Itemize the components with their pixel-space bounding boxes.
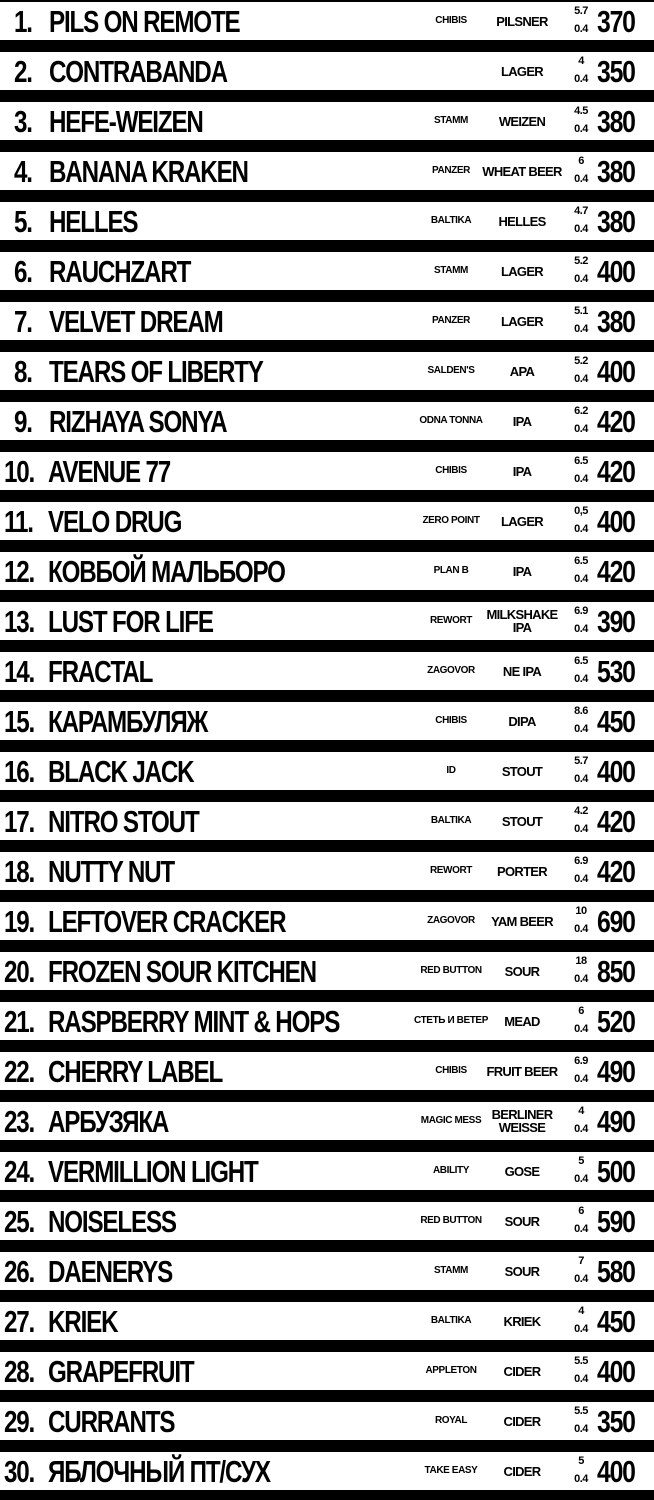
abv-value: 6 <box>578 155 584 167</box>
abv-value: 5 <box>578 1155 584 1167</box>
price-value: 850 <box>597 954 635 989</box>
item-number: 6. <box>14 254 32 289</box>
beer-name: АРБУЗЯКА <box>48 1104 169 1139</box>
volume-value: 0.4 <box>574 773 588 785</box>
beer-style: PORTER <box>497 863 547 879</box>
volume-value: 0.4 <box>574 1073 588 1085</box>
abv-value: 4.5 <box>574 105 588 117</box>
price-value: 400 <box>597 504 635 539</box>
item-number: 16. <box>4 754 35 789</box>
item-number: 24. <box>4 1154 35 1189</box>
brewery-name: ROYAL <box>434 1415 468 1426</box>
beer-name: GRAPEFRUIT <box>48 1354 194 1389</box>
brewery-name: STAMM <box>434 1265 468 1276</box>
beer-name: NITRO STOUT <box>48 804 199 839</box>
brewery-name: REWORT <box>429 615 473 626</box>
item-number: 26. <box>4 1254 35 1289</box>
abv-value: 4.2 <box>574 805 588 817</box>
beer-style: MEAD <box>504 1013 540 1029</box>
item-number: 19. <box>4 904 35 939</box>
price-value: 400 <box>597 754 635 789</box>
beer-style: GOSE <box>504 1163 540 1179</box>
price-value: 350 <box>597 54 635 89</box>
volume-value: 0.4 <box>574 73 588 85</box>
abv-value: 5.2 <box>574 355 588 367</box>
price-value: 590 <box>597 1204 635 1239</box>
menu-row <box>0 1202 654 1240</box>
brewery-name: ODNA TONNA <box>419 415 483 426</box>
abv-value: 7 <box>578 1255 584 1267</box>
item-number: 5. <box>14 204 32 239</box>
item-number: 11. <box>4 504 33 539</box>
brewery-name: BALTIKA <box>430 215 472 226</box>
volume-value: 0.4 <box>574 1473 588 1485</box>
beer-name: AVENUE 77 <box>48 454 171 489</box>
beer-name: ЯБЛОЧНЫЙ ПТ/СУХ <box>48 1454 270 1489</box>
brewery-name: RED BUTTON <box>420 1215 482 1226</box>
menu-row <box>0 602 654 640</box>
beer-name: RIZHAYA SONYA <box>49 404 227 439</box>
beer-name: BLACK JACK <box>48 754 194 789</box>
brewery-name: STAMM <box>434 265 468 276</box>
brewery-name: CHIBIS <box>435 1065 467 1076</box>
beer-style: IPA <box>512 463 532 479</box>
volume-value: 0.4 <box>574 1023 588 1035</box>
beer-name: PILS ON REMOTE <box>49 4 240 39</box>
abv-value: 18 <box>575 955 587 967</box>
price-value: 380 <box>597 304 635 339</box>
beer-name: CURRANTS <box>48 1404 175 1439</box>
price-value: 400 <box>597 254 635 289</box>
volume-value: 0.4 <box>574 1373 588 1385</box>
beer-style: SOUR <box>504 1263 540 1279</box>
beer-style: STOUT <box>501 763 543 779</box>
beer-style: APA <box>509 363 535 379</box>
menu-row <box>0 702 654 740</box>
volume-value: 0.4 <box>574 323 588 335</box>
menu-row <box>0 1252 654 1290</box>
item-number: 10. <box>4 454 35 489</box>
menu-row <box>0 902 654 940</box>
menu-row <box>0 252 654 290</box>
beer-name: CONTRABANDA <box>49 54 227 89</box>
volume-value: 0.4 <box>574 673 588 685</box>
volume-value: 0.4 <box>574 623 588 635</box>
beer-style: DIPA <box>508 713 536 729</box>
item-number: 7. <box>14 304 32 339</box>
beer-name: BANANA KRAKEN <box>49 154 248 189</box>
brewery-name: PLAN B <box>433 565 469 576</box>
item-number: 13. <box>4 604 35 639</box>
beer-style: KRIEK <box>503 1313 541 1329</box>
beer-name: RASPBERRY MINT & HOPS <box>48 1004 340 1039</box>
beer-name: FROZEN SOUR KITCHEN <box>48 954 316 989</box>
abv-value: 5.5 <box>574 1405 588 1417</box>
item-number: 12. <box>4 554 35 589</box>
abv-value: 6.5 <box>574 555 588 567</box>
price-value: 420 <box>597 454 635 489</box>
menu-row <box>0 1002 654 1040</box>
price-value: 520 <box>597 1004 635 1039</box>
abv-value: 6.9 <box>574 1055 588 1067</box>
abv-value: 0,5 <box>574 505 588 517</box>
volume-value: 0.4 <box>574 873 588 885</box>
volume-value: 0.4 <box>574 173 588 185</box>
price-value: 400 <box>597 1454 635 1489</box>
menu-row <box>0 1352 654 1390</box>
beer-name: TEARS OF LIBERTY <box>49 354 263 389</box>
item-number: 15. <box>4 704 35 739</box>
brewery-name: SALDEN'S <box>427 365 475 376</box>
volume-value: 0.4 <box>574 523 588 535</box>
volume-value: 0.4 <box>574 973 588 985</box>
brewery-name: MAGIC MESS <box>420 1115 482 1126</box>
item-number: 22. <box>4 1054 35 1089</box>
item-number: 1. <box>14 4 32 39</box>
brewery-name: СТЕТЬ И ВЕТЕР <box>414 1015 488 1026</box>
beer-style: BERLINER WEISSE <box>491 1107 553 1135</box>
beer-style: SOUR <box>504 1213 540 1229</box>
volume-value: 0.4 <box>574 823 588 835</box>
price-value: 450 <box>597 1304 635 1339</box>
price-value: 370 <box>597 4 635 39</box>
price-value: 490 <box>597 1054 635 1089</box>
volume-value: 0.4 <box>574 1223 588 1235</box>
item-number: 18. <box>4 854 35 889</box>
menu-row <box>0 2 654 40</box>
price-value: 350 <box>597 1404 635 1439</box>
brewery-name: PANZER <box>432 315 470 326</box>
beer-name: VELVET DREAM <box>49 304 223 339</box>
abv-value: 4 <box>578 1105 584 1117</box>
beer-style: LAGER <box>500 313 543 329</box>
abv-value: 5.2 <box>574 255 588 267</box>
beer-style: HELLES <box>498 213 546 229</box>
brewery-name: BALTIKA <box>430 1315 472 1326</box>
abv-value: 10 <box>575 905 587 917</box>
volume-value: 0.4 <box>574 1323 588 1335</box>
beer-name: КОВБОЙ МАЛЬБОРО <box>48 554 285 589</box>
abv-value: 5 <box>578 1455 584 1467</box>
volume-value: 0.4 <box>574 423 588 435</box>
brewery-name: TAKE EASY <box>424 1465 478 1476</box>
abv-value: 5.1 <box>574 305 588 317</box>
volume-value: 0.4 <box>574 473 588 485</box>
brewery-name: RED BUTTON <box>420 965 482 976</box>
volume-value: 0.4 <box>574 123 588 135</box>
volume-value: 0.4 <box>574 273 588 285</box>
abv-value: 6.5 <box>574 655 588 667</box>
volume-value: 0.4 <box>574 1123 588 1135</box>
menu-row <box>0 852 654 890</box>
menu-row <box>0 502 654 540</box>
beer-style: LAGER <box>500 63 543 79</box>
menu-row <box>0 102 654 140</box>
beer-style: IPA <box>512 413 532 429</box>
price-value: 530 <box>597 654 635 689</box>
price-value: 420 <box>597 804 635 839</box>
price-value: 380 <box>597 104 635 139</box>
menu-row <box>0 552 654 590</box>
beer-style: CIDER <box>503 1363 541 1379</box>
volume-value: 0.4 <box>574 1273 588 1285</box>
abv-value: 4 <box>578 1305 584 1317</box>
brewery-name: STAMM <box>434 115 468 126</box>
beer-name: CHERRY LABEL <box>48 1054 223 1089</box>
item-number: 23. <box>4 1104 35 1139</box>
volume-value: 0.4 <box>574 223 588 235</box>
beer-name: VELO DRUG <box>48 504 182 539</box>
volume-value: 0.4 <box>574 1173 588 1185</box>
abv-value: 5.5 <box>574 1355 588 1367</box>
brewery-name: PANZER <box>432 165 470 176</box>
price-value: 420 <box>597 554 635 589</box>
menu-row <box>0 52 654 90</box>
beer-name: HEFE-WEIZEN <box>49 104 203 139</box>
item-number: 29. <box>4 1404 35 1439</box>
abv-value: 6 <box>578 1005 584 1017</box>
price-value: 400 <box>597 1354 635 1389</box>
volume-value: 0.4 <box>574 1423 588 1435</box>
beer-name: RAUCHZART <box>49 254 191 289</box>
beer-name: LUST FOR LIFE <box>48 604 213 639</box>
price-value: 400 <box>597 354 635 389</box>
menu-row <box>0 652 654 690</box>
beer-style: LAGER <box>500 263 543 279</box>
price-value: 390 <box>597 604 635 639</box>
menu-row <box>0 452 654 490</box>
beer-style: LAGER <box>500 513 543 529</box>
item-number: 25. <box>4 1204 35 1239</box>
abv-value: 5.7 <box>574 755 588 767</box>
beer-name: NUTTY NUT <box>48 854 175 889</box>
item-number: 3. <box>14 104 32 139</box>
volume-value: 0.4 <box>574 373 588 385</box>
beer-name: KRIEK <box>48 1304 118 1339</box>
beer-style: CIDER <box>503 1413 541 1429</box>
brewery-name: CHIBIS <box>435 465 467 476</box>
brewery-name: ABILITY <box>432 1165 470 1176</box>
price-value: 690 <box>597 904 635 939</box>
brewery-name: ZAGOVOR <box>427 665 475 676</box>
item-number: 17. <box>4 804 35 839</box>
brewery-name: ZAGOVOR <box>427 915 475 926</box>
menu-row <box>0 202 654 240</box>
menu-row <box>0 352 654 390</box>
item-number: 27. <box>4 1304 35 1339</box>
item-number: 2. <box>14 54 32 89</box>
beer-name: КАРАМБУЛЯЖ <box>48 704 208 739</box>
volume-value: 0.4 <box>574 923 588 935</box>
price-value: 420 <box>597 404 635 439</box>
beer-style: CIDER <box>503 1463 541 1479</box>
menu-row <box>0 952 654 990</box>
abv-value: 4 <box>578 55 584 67</box>
price-value: 500 <box>597 1154 635 1189</box>
beer-name: HELLES <box>49 204 138 239</box>
volume-value: 0.4 <box>574 23 588 35</box>
abv-value: 6.9 <box>574 855 588 867</box>
price-value: 380 <box>597 204 635 239</box>
price-value: 420 <box>597 854 635 889</box>
beer-name: DAENERYS <box>48 1254 173 1289</box>
item-number: 28. <box>4 1354 35 1389</box>
beer-style: FRUIT BEER <box>486 1063 558 1079</box>
brewery-name: APPLETON <box>425 1365 477 1376</box>
menu-row <box>0 1152 654 1190</box>
price-value: 450 <box>597 704 635 739</box>
volume-value: 0.4 <box>574 723 588 735</box>
volume-value: 0.4 <box>574 573 588 585</box>
brewery-name: CHIBIS <box>435 15 467 26</box>
price-value: 380 <box>597 154 635 189</box>
menu-row <box>0 752 654 790</box>
beer-style: PILSNER <box>496 13 548 29</box>
menu-row <box>0 1052 654 1090</box>
brewery-name: ZERO POINT <box>422 515 480 526</box>
beer-style: WHEAT BEER <box>482 163 562 179</box>
menu-row <box>0 1102 654 1140</box>
abv-value: 6.5 <box>574 455 588 467</box>
menu-row <box>0 1302 654 1340</box>
price-value: 580 <box>597 1254 635 1289</box>
item-number: 4. <box>14 154 32 189</box>
beer-style: STOUT <box>501 813 543 829</box>
menu-row <box>0 1402 654 1440</box>
beer-name: LEFTOVER CRACKER <box>48 904 286 939</box>
beer-style: MILKSHAKE IPA <box>486 607 558 635</box>
item-number: 14. <box>4 654 35 689</box>
beer-name: FRACTAL <box>48 654 153 689</box>
menu-row <box>0 302 654 340</box>
beer-style: IPA <box>512 563 532 579</box>
beer-style: WEIZEN <box>498 113 546 129</box>
brewery-name: BALTIKA <box>430 815 472 826</box>
abv-value: 5.7 <box>574 5 588 17</box>
menu-row <box>0 402 654 440</box>
abv-value: 6.2 <box>574 405 588 417</box>
item-number: 20. <box>4 954 35 989</box>
abv-value: 6.9 <box>574 605 588 617</box>
item-number: 30. <box>4 1454 35 1489</box>
abv-value: 6 <box>578 1205 584 1217</box>
beer-name: VERMILLION LIGHT <box>48 1154 258 1189</box>
beer-style: NE IPA <box>502 663 542 679</box>
brewery-name: CHIBIS <box>435 715 467 726</box>
menu-row <box>0 1452 654 1490</box>
menu-row <box>0 802 654 840</box>
abv-value: 4.7 <box>574 205 588 217</box>
price-value: 490 <box>597 1104 635 1139</box>
beer-style: SOUR <box>504 963 540 979</box>
item-number: 8. <box>14 354 32 389</box>
menu-row <box>0 152 654 190</box>
abv-value: 8.6 <box>574 705 588 717</box>
beer-style: YAM BEER <box>491 913 553 929</box>
beer-name: NOISELESS <box>48 1204 176 1239</box>
item-number: 21. <box>4 1004 35 1039</box>
brewery-name: REWORT <box>429 865 473 876</box>
item-number: 9. <box>14 404 32 439</box>
brewery-name: ID <box>446 765 456 776</box>
